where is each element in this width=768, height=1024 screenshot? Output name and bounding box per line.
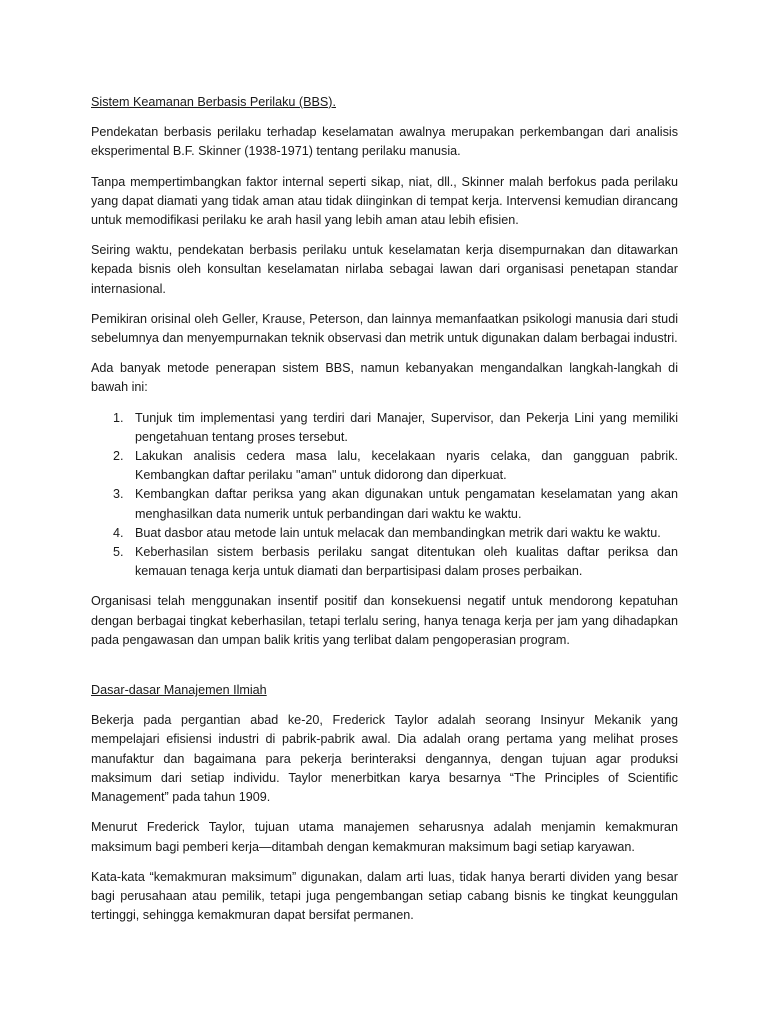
list-item xyxy=(91,447,678,485)
list-number: 2. xyxy=(113,449,124,464)
list-text: Keberhasilan sistem berbasis perilaku sangat ditentukan oleh kualitas daftar periksa dan kemauan tenaga kerja untuk diamati dan berpartisipasi dalam proses perbaikan. xyxy=(135,545,678,579)
list-item xyxy=(91,409,678,447)
numbered-list xyxy=(91,409,678,582)
paragraph: Pendekatan berbasis perilaku terhadap keselamatan awalnya merupakan perkembangan dari analisis eksperimental B.F. Skinner (1938-1971) tentang perilaku manusia. xyxy=(91,125,678,159)
paragraph: Bekerja pada pergantian abad ke-20, Frederick Taylor adalah seorang Insinyur Mekanik yang mempelajari efisiensi industri di pabrik-pabrik awal. Dia adalah orang pertama yang melihat proses manufaktur dan bagaimana para pekerja berinteraksi dengannya, dengan tujuan agar produksi maksimum dari setiap individu. Taylor menerbitkan karya besarnya “The Principles of Scientific Management” pada tahun 1909. xyxy=(91,713,678,805)
paragraph: Menurut Frederick Taylor, tujuan utama manajemen seharusnya adalah menjamin kemakmuran maksimum bagi pemberi kerja—ditambah dengan kemakmuran maksimum bagi setiap karyawan. xyxy=(91,820,678,854)
list-text: Tunjuk tim implementasi yang terdiri dari Manajer, Supervisor, dan Pekerja Lini yang memiliki pengetahuan tentang proses tersebut. xyxy=(135,410,678,444)
paragraph: Organisasi telah menggunakan insentif positif dan konsekuensi negatif untuk mendorong kepatuhan dengan berbagai tingkat keberhasilan, tetapi terlalu sering, hanya tenaga kerja per jam yang dihadapkan pada pengawasan dan umpan balik kritis yang terlibat dalam pengoperasian program. xyxy=(91,594,678,647)
list-text: Kembangkan daftar periksa yang akan digunakan untuk pengamatan keselamatan yang akan menghasilkan data numerik untuk perbandingan dari waktu ke waktu. xyxy=(135,487,678,521)
section-spacer xyxy=(91,661,678,681)
list-text: Lakukan analisis cedera masa lalu, kecelakaan nyaris celaka, dan gangguan pabrik. Kembangkan daftar perilaku "aman" untuk didorong dan diperkuat. xyxy=(135,449,678,483)
document-page xyxy=(91,93,678,936)
list-number: 3. xyxy=(113,487,124,502)
list-item xyxy=(91,524,678,543)
section-heading-bbs: Sistem Keamanan Berbasis Perilaku (BBS). xyxy=(91,95,336,109)
paragraph: Seiring waktu, pendekatan berbasis perilaku untuk keselamatan kerja disempurnakan dan ditawarkan kepada bisnis oleh konsultan keselamatan nirlaba sebagai lawan dari organisasi penetapan standar internasional. xyxy=(91,243,678,296)
list-number: 5. xyxy=(113,545,124,560)
list-item xyxy=(91,485,678,523)
list-item xyxy=(91,543,678,581)
list-number: 1. xyxy=(113,410,124,425)
list-text: Buat dasbor atau metode lain untuk melacak dan membandingkan metrik dari waktu ke waktu. xyxy=(135,525,661,540)
section-heading-scientific-management: Dasar-dasar Manajemen Ilmiah xyxy=(91,683,267,698)
paragraph: Pemikiran orisinal oleh Geller, Krause, Peterson, dan lainnya memanfaatkan psikologi manusia dari studi sebelumnya dan menyempurnakan teknik observasi dan metrik untuk digunakan dalam berbagai industri. xyxy=(91,311,678,346)
paragraph: Kata-kata “kemakmuran maksimum” digunakan, dalam arti luas, tidak hanya berarti dividen yang besar bagi perusahaan atau pemilik, tetapi juga pengembangan setiap cabang bisnis ke tingkat keunggulan tertinggi, sehingga kemakmuran dapat bersifat permanen. xyxy=(91,869,678,923)
paragraph: Tanpa mempertimbangkan faktor internal seperti sikap, niat, dll., Skinner malah berfokus pada perilaku yang dapat diamati yang tidak aman atau tidak diinginkan di tempat kerja. Intervensi kemudian dirancang untuk memodifikasi perilaku ke arah hasil yang lebih aman atau lebih efisien. xyxy=(91,174,678,228)
list-number: 4. xyxy=(113,525,124,540)
paragraph: Ada banyak metode penerapan sistem BBS, namun kebanyakan mengandalkan langkah-langkah di bawah ini: xyxy=(91,361,678,395)
